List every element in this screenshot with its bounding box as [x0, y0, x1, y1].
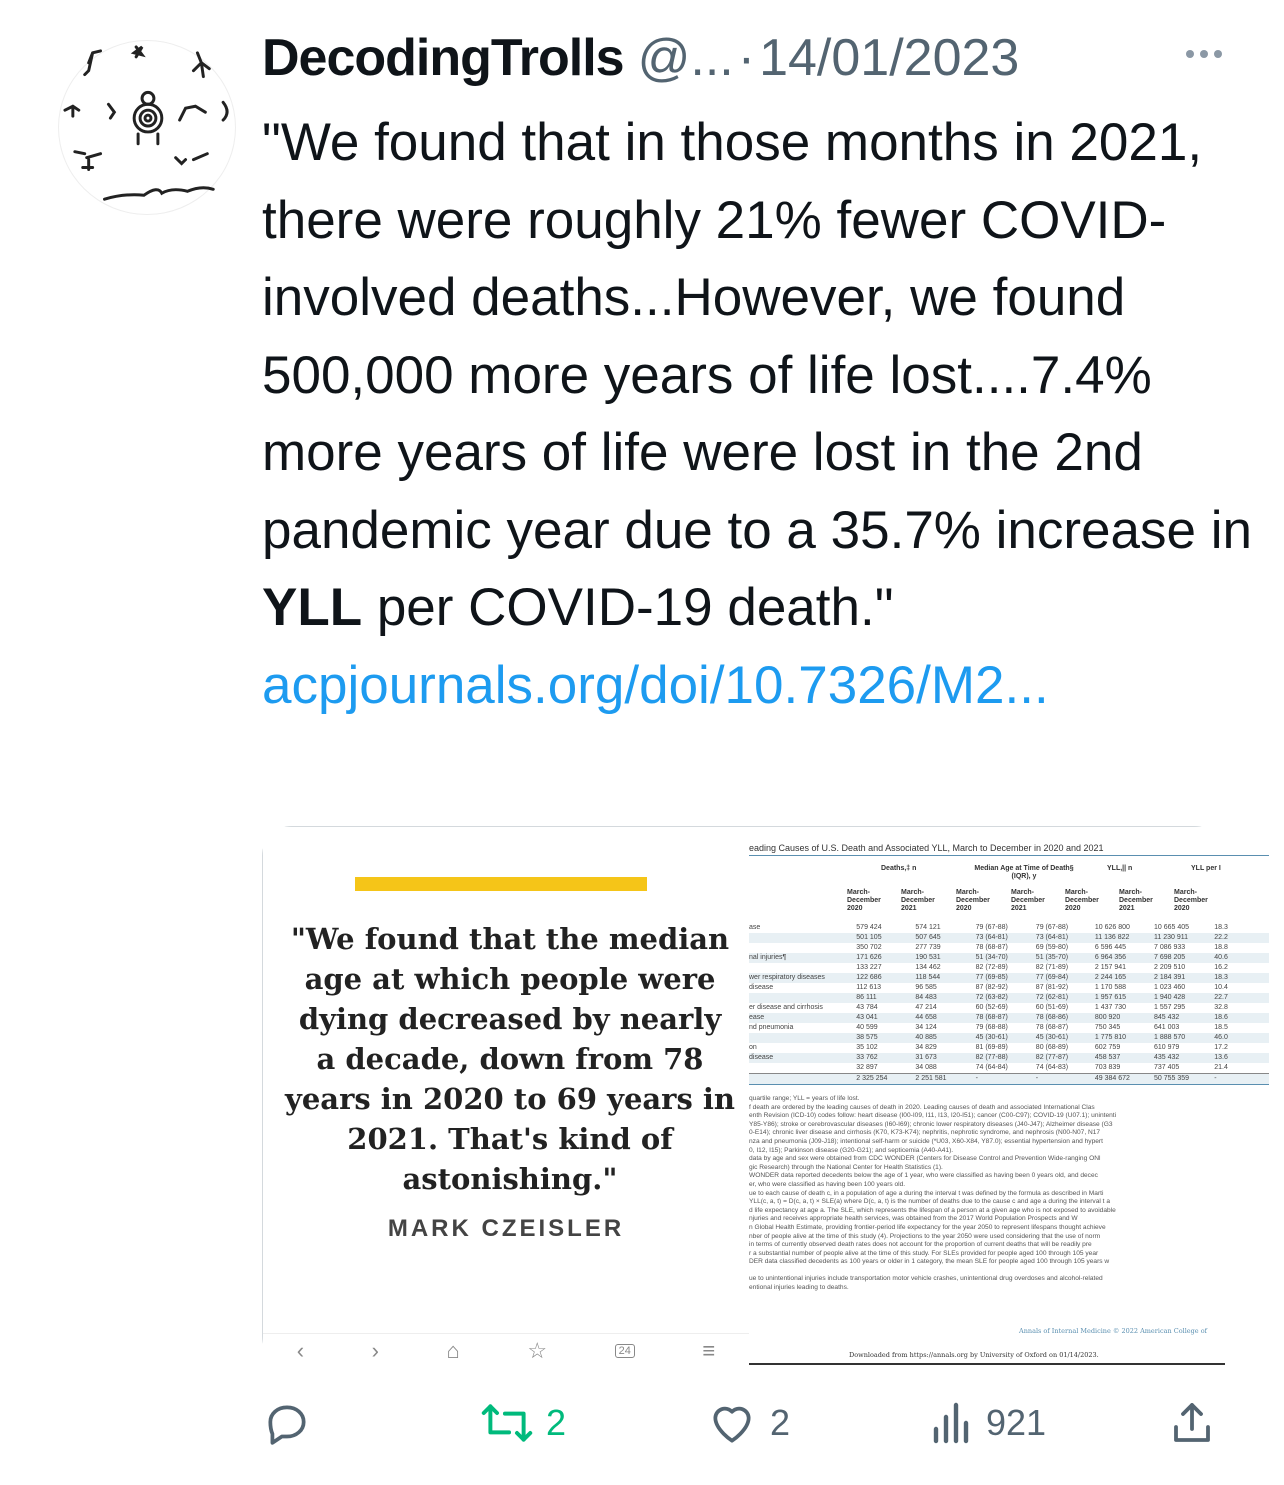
table-cell: 1 437 730: [1094, 1004, 1127, 1011]
table-cell: 118 544: [915, 973, 975, 983]
reply-button[interactable]: [262, 1398, 312, 1448]
more-options-icon[interactable]: [1186, 50, 1222, 58]
table-cell: 703 839: [1094, 1064, 1121, 1071]
table-cell: 69 (59-80): [1035, 944, 1069, 951]
note-line: r a substantial number of people alive at the time of this study. For SLEs provided for people aged 100 through 105 year: [749, 1249, 1099, 1257]
table-cell: 47 214: [915, 1004, 937, 1011]
table-cell: 45 (30-61): [1036, 1033, 1095, 1043]
table-cell: 574 121: [915, 924, 941, 931]
table-row: [749, 943, 1269, 953]
table-cell: 81 (69-89): [975, 1044, 1008, 1051]
table-cell: 1 170 588: [1094, 984, 1127, 991]
footer-divider: [749, 1363, 1225, 1365]
note-line: ue to each cause of death c, in a population of age a during the interval t was defined by the formula as described in Marti: [749, 1189, 1104, 1197]
table-cell: 350 702: [856, 944, 882, 951]
table-cell: 78 (68-87): [975, 944, 1008, 951]
table-cell: 82 (71-89): [1035, 964, 1069, 971]
views-button[interactable]: [930, 1398, 1046, 1448]
table-cell: 10 626 800: [1094, 924, 1130, 931]
table-cell: 40.6: [1214, 953, 1269, 963]
table-cell: 43 784: [856, 1004, 878, 1011]
table-row: [749, 963, 1269, 973]
note-line: in terms of currently observed death rates does not account for the proportion of current deaths that will be readily pre: [749, 1241, 1092, 1249]
table-cell: 1 023 460: [1154, 984, 1186, 991]
table-cell: 73 (64-81): [976, 933, 1036, 943]
table-cell: 610 979: [1154, 1044, 1180, 1051]
table-cell: 112 613: [856, 984, 882, 991]
table-cell: 750 345: [1094, 1024, 1121, 1031]
table-cell: [749, 933, 856, 943]
table-cell: 87 (82-92): [975, 984, 1008, 991]
table-cell: 1 557 295: [1154, 1004, 1186, 1011]
table-cell: 45 (30-61): [976, 1033, 1036, 1043]
table-cell: -: [976, 1074, 1036, 1085]
like-count: 2: [770, 1402, 791, 1443]
post-text: [262, 104, 1252, 724]
table-row: [749, 1063, 1269, 1074]
post-header: [262, 28, 1222, 98]
note-line: d life expectancy at age a. The SLE, which represents the lifespan of a person at a given age who is not exposed to avoidable: [749, 1206, 1116, 1214]
post-text-part2: per COVID-19 death.": [362, 578, 894, 637]
table-cell: 21.4: [1214, 1064, 1228, 1071]
table-cell: 22.2: [1214, 933, 1269, 943]
analytics-icon: [930, 1398, 974, 1448]
quote-panel: [263, 827, 749, 1367]
table-cell: 32.8: [1214, 1004, 1228, 1011]
table-row: [749, 983, 1269, 993]
table-cell: 74 (64-84): [975, 1064, 1008, 1071]
table-cell: 78 (68-87): [1035, 1024, 1069, 1031]
menu-icon: ≡: [702, 1337, 716, 1363]
sub-header: March-December 2021: [1011, 889, 1045, 912]
table-cell: 77 (69-85): [976, 973, 1036, 983]
note-line: Y85-Y86); stroke or cerebrovascular diseases (I60-I69); chronic lower respiratory diseases (J40-J47); Alzheimer disease (G3: [749, 1120, 1113, 1128]
note-line: er, who were classified as having been 100 years old.: [749, 1180, 906, 1188]
table-cell: 18.3: [1214, 924, 1228, 931]
table-cell: 11 230 911: [1154, 933, 1214, 943]
note-line: DER data classified decedents as 100 years or older in 1 category, the mean SLE for people aged 100 through 105 years w: [749, 1258, 1110, 1266]
note-line: ue to unintentional injuries include transportation motor vehicle crashes, unintentional drug overdoses and alcohol-related: [749, 1275, 1103, 1283]
table-cell: 79 (67-88): [1035, 924, 1069, 931]
table-cell: 34 829: [915, 1044, 937, 1051]
table-cell: 6 596 445: [1094, 944, 1127, 951]
table-cell: 51 (35-70): [1036, 953, 1095, 963]
table-cell: disease: [749, 1053, 856, 1063]
table-row: [749, 1013, 1269, 1023]
note-line: n Global Health Estimate, providing frontier-period life expectancy for the year 2050 to represent lifespans thought achieve: [749, 1223, 1106, 1231]
note-line: [749, 1267, 1269, 1276]
table-cell: 50 755 359: [1154, 1074, 1214, 1085]
table-cell: [749, 943, 856, 953]
table-cell: [749, 1063, 856, 1074]
table-row: [749, 1033, 1269, 1043]
table-cell: 2 157 941: [1094, 964, 1127, 971]
table-cell: 435 432: [1154, 1053, 1214, 1063]
table-cell: 1 940 428: [1154, 993, 1214, 1003]
table-cell: 190 531: [915, 953, 975, 963]
paper-data-table: [749, 923, 1269, 1085]
sub-header: March-December 2020: [1174, 889, 1208, 912]
table-cell: on: [749, 1044, 757, 1051]
table-cell: 31 673: [915, 1053, 975, 1063]
col-group-yll: YLL,|| n: [1107, 865, 1133, 872]
table-cell: 44 658: [915, 1013, 975, 1023]
table-cell: 2 184 391: [1154, 973, 1214, 983]
table-cell: 602 759: [1094, 1044, 1121, 1051]
table-cell: 38 575: [856, 1033, 915, 1043]
table-cell: 18.8: [1214, 944, 1228, 951]
quote-text: "We found that the median age at which people were dying decreased by nearly a decade, down from 78 years in 2020 to 69 years in 2021. That's kind of astonishing.": [285, 922, 735, 1196]
table-cell: 133 227: [856, 964, 882, 971]
table-cell: 60 (52-69): [975, 1004, 1008, 1011]
table-cell: nal injuries¶: [749, 953, 856, 963]
table-cell: 35 102: [856, 1044, 878, 1051]
table-cell: 80 (68-89): [1035, 1044, 1069, 1051]
share-icon: [1168, 1398, 1216, 1448]
table-row: [749, 1023, 1269, 1033]
table-cell: 16.2: [1214, 964, 1228, 971]
table-row: [749, 953, 1269, 963]
view-count: 921: [986, 1402, 1047, 1443]
table-cell: 2 244 165: [1095, 973, 1154, 983]
table-cell: 74 (64-83): [1035, 1064, 1069, 1071]
sub-header: March-December 2020: [956, 889, 990, 912]
note-line: WONDER data reported decedents below the age of 1 year, who were classified as having been 0 years old, and decec: [749, 1172, 1098, 1180]
table-cell: [749, 963, 856, 973]
heart-icon: [706, 1398, 758, 1448]
table-cell: nd pneumonia: [749, 1024, 794, 1031]
download-footer: Downloaded from https://annals.org by University of Oxford on 01/14/2023.: [849, 1351, 1099, 1359]
quote-author: MARK CZEISLER: [387, 1215, 625, 1242]
note-line: quartile range; YLL = years of life lost.: [749, 1095, 860, 1102]
table-cell: 1 957 615: [1095, 993, 1154, 1003]
table-row: [749, 993, 1269, 1003]
note-line: YLL(c, a, t) = D(c, a, t) × SLE(a) where D(c, a, t) is the number of deaths due to the cause c and age a during the interval t a: [749, 1198, 1111, 1206]
table-cell: 72 (63-82): [976, 993, 1036, 1003]
table-cell: 22.7: [1214, 993, 1269, 1003]
table-cell: 1 775 810: [1095, 1033, 1154, 1043]
petroglyph-avatar-icon: [59, 41, 235, 214]
post-text-bold: YLL: [262, 578, 363, 637]
note-line: gic Research) through the National Center for Health Statistics (1).: [749, 1163, 943, 1171]
table-cell: 84 483: [915, 993, 975, 1003]
table-cell: 18.5: [1214, 1024, 1228, 1031]
table-cell: er disease and cirrhosis: [749, 1004, 823, 1011]
share-button[interactable]: [1168, 1398, 1216, 1448]
table-cell: 82 (72-89): [975, 964, 1008, 971]
post-actions: [262, 1398, 1222, 1458]
journal-footer: Annals of Internal Medicine © 2022 American College of: [1019, 1327, 1208, 1335]
table-row: [749, 923, 1269, 933]
note-line: enth Revision (ICD-10) codes follow: heart disease (I00-I09, I11, I13, I20-I51); cancer (C00-C97); COVID-19 (U07.1); unintenti: [749, 1112, 1117, 1120]
post-text-part1: "We found that in those months in 2021, there were roughly 21% fewer COVID-involved deaths...However, we found 500,000 more years of life lost....7.4% more years of life were lost in the 2nd pandemic year due to a 35.7% increase in: [262, 113, 1252, 560]
table-cell: 73 (64-81): [1036, 933, 1095, 943]
col-group-yll-per: YLL per I: [1191, 865, 1221, 872]
author-name[interactable]: DecodingTrolls: [262, 29, 624, 87]
table-row: [749, 933, 1269, 943]
table-cell: 277 739: [915, 944, 941, 951]
table-cell: 49 384 672: [1095, 1074, 1154, 1085]
table-cell: 2 209 510: [1154, 964, 1186, 971]
tabs-icon: 24: [615, 1344, 635, 1358]
retweet-button[interactable]: [480, 1398, 566, 1448]
table-cell: 87 (81-92): [1035, 984, 1069, 991]
table-cell: 171 626: [856, 953, 915, 963]
retweet-icon: [480, 1398, 534, 1448]
col-group-deaths: Deaths,‡ n: [881, 865, 917, 872]
table-cell: 10 665 405: [1154, 924, 1190, 931]
table-cell: 46.0: [1214, 1033, 1269, 1043]
table-cell: 641 003: [1154, 1024, 1180, 1031]
post-date[interactable]: 14/01/2023: [759, 29, 1020, 87]
table-cell: 82 (77-88): [976, 1053, 1036, 1063]
table-cell: 78 (68-87): [976, 1013, 1036, 1023]
table-cell: disease: [749, 984, 774, 991]
table-cell: 40 885: [915, 1033, 975, 1043]
paper-table-title: eading Causes of U.S. Death and Associated YLL, March to December in 2020 and 2021: [749, 843, 1269, 856]
note-line: 0, I12, I15); Parkinson disease (G20-G21); and septicemia (A40-A41).: [749, 1146, 954, 1154]
table-cell: 77 (69-84): [1036, 973, 1095, 983]
reply-icon: [262, 1398, 312, 1448]
table-cell: 32 897: [856, 1064, 878, 1071]
note-line: nber of people alive at the time of this study (4). Projections to the year 2050 were used considering that the use of norm: [749, 1232, 1101, 1240]
table-cell: [749, 1074, 856, 1085]
note-line: entional injuries leading to deaths.: [749, 1284, 849, 1292]
table-cell: [749, 1033, 856, 1043]
table-cell: 7 086 933: [1154, 944, 1186, 951]
like-button[interactable]: [706, 1398, 790, 1448]
table-cell: 60 (51-69): [1035, 1004, 1069, 1011]
table-row: [749, 1003, 1269, 1013]
table-cell: 82 (77-87): [1036, 1053, 1095, 1063]
table-cell: 134 462: [915, 964, 941, 971]
avatar[interactable]: [58, 40, 236, 215]
table-cell: ase: [749, 924, 761, 931]
table-cell: 800 920: [1095, 1013, 1154, 1023]
table-cell: 122 686: [856, 973, 915, 983]
table-cell: 17.2: [1214, 1044, 1228, 1051]
table-cell: 78 (68-86): [1036, 1013, 1095, 1023]
col-group-median-age: Median Age at Time of Death§ (IQR), y: [974, 865, 1074, 880]
table-row: [749, 1043, 1269, 1053]
table-cell: [749, 993, 856, 1003]
note-line: njuries and receives appropriate health services, was obtained from the 2017 World Population Prospects and W: [749, 1215, 1078, 1223]
table-cell: 40 599: [856, 1024, 878, 1031]
retweet-count: 2: [546, 1402, 567, 1443]
paper-table-notes: [749, 1095, 1269, 1293]
post-link[interactable]: acpjournals.org/​doi/10.7326/M2...: [262, 655, 1049, 715]
table-cell: 737 405: [1154, 1064, 1180, 1071]
back-icon: ‹: [296, 1337, 305, 1363]
browser-nav-bar: [263, 1333, 749, 1367]
table-cell: 2 325 254: [856, 1074, 915, 1085]
table-row: [749, 973, 1269, 983]
quote-accent-bar: [355, 877, 647, 891]
table-cell: 34 124: [915, 1024, 937, 1031]
table-cell: 33 762: [856, 1053, 915, 1063]
table-cell: 79 (67-88): [975, 924, 1008, 931]
table-cell: 13.6: [1214, 1053, 1269, 1063]
table-row: [749, 1053, 1269, 1063]
table-cell: wer respiratory diseases: [749, 973, 856, 983]
table-cell: 43 041: [856, 1013, 915, 1023]
sub-header: March-December 2021: [1119, 889, 1153, 912]
home-icon: ⌂: [446, 1337, 460, 1363]
table-cell: 579 424: [856, 924, 882, 931]
separator-dot: ·: [737, 29, 756, 87]
table-cell: 501 105: [856, 933, 915, 943]
note-line: 0-E14); chronic liver disease and cirrhosis (K70, K73-K74); nephritis, nephrotic syndrome, and nephrosis (N00-N07, N17: [749, 1129, 1101, 1137]
note-line: nza and pneumonia (J09-J18); intentional self-harm or suicide (*U03, X60-X84, Y87.0); essential hypertension and hypert: [749, 1137, 1103, 1145]
table-cell: 10.4: [1214, 984, 1228, 991]
table-cell: -: [1214, 1074, 1269, 1085]
sub-header: March-December 2020: [847, 889, 881, 912]
table-cell: 72 (62-81): [1036, 993, 1095, 1003]
table-cell: 34 088: [915, 1064, 937, 1071]
table-cell: 51 (34-70): [976, 953, 1036, 963]
note-line: data by age and sex were obtained from CDC WONDER (Centers for Disease Control and Prevention Wide-ranging ONl: [749, 1155, 1101, 1163]
table-cell: 18.3: [1214, 973, 1269, 983]
author-handle[interactable]: @...: [637, 29, 734, 87]
note-line: f death are ordered by the leading causes of death in 2020. Leading causes of death and associated International Clas: [749, 1103, 1095, 1111]
table-cell: 845 432: [1154, 1013, 1214, 1023]
table-cell: 11 136 822: [1095, 933, 1154, 943]
table-cell: 2 251 581: [915, 1074, 975, 1085]
table-cell: 79 (68-88): [975, 1024, 1008, 1031]
media-image[interactable]: [262, 826, 1228, 1366]
paper-table-panel: [749, 827, 1228, 1367]
sub-header: March-December 2021: [901, 889, 935, 912]
table-row: [749, 1074, 1269, 1085]
forward-icon: ›: [371, 1337, 379, 1363]
table-cell: -: [1036, 1074, 1095, 1085]
table-cell: ease: [749, 1013, 856, 1023]
table-cell: 96 585: [915, 984, 937, 991]
table-cell: 86 111: [856, 993, 915, 1003]
table-cell: 458 537: [1095, 1053, 1154, 1063]
sub-header: March-December 2020: [1065, 889, 1099, 912]
table-cell: 6 964 356: [1095, 953, 1154, 963]
table-cell: 507 645: [915, 933, 975, 943]
table-cell: 1 888 570: [1154, 1033, 1214, 1043]
table-cell: 18.6: [1214, 1013, 1269, 1023]
table-cell: 7 698 205: [1154, 953, 1214, 963]
star-icon: ☆: [527, 1337, 548, 1363]
